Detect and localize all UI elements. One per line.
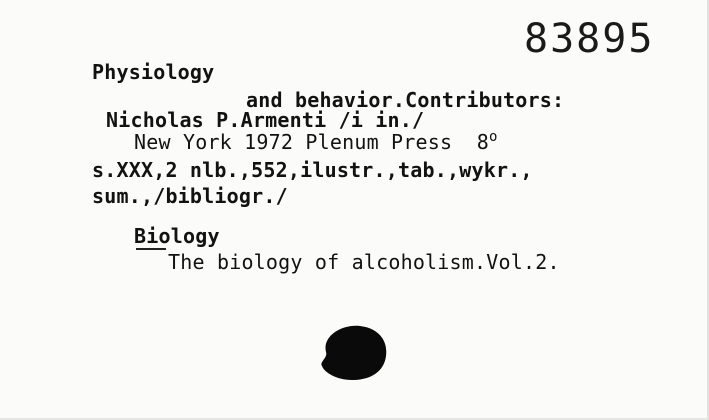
accession-number: 83895 xyxy=(524,16,655,62)
subject-heading: Physiology xyxy=(92,60,215,84)
series-title: The biology of alcoholism.Vol.2. xyxy=(168,250,560,274)
format-value: 8 xyxy=(476,130,490,154)
series-underline xyxy=(136,248,166,250)
contributors-line: Nicholas P.Armenti /i in./ xyxy=(106,108,425,132)
punch-hole-mark xyxy=(316,322,388,382)
imprint-text: New York 1972 Plenum Press xyxy=(134,130,453,154)
title-continuation: and behavior.Contributors: xyxy=(246,88,565,112)
collation-line-2: sum.,/bibliogr./ xyxy=(92,184,288,208)
imprint-line xyxy=(134,129,498,154)
format-mark: o xyxy=(489,129,498,145)
collation-line-1: s.XXX,2 nlb.,552,ilustr.,tab.,wykr., xyxy=(92,158,533,182)
series-label: Biology xyxy=(134,224,220,248)
